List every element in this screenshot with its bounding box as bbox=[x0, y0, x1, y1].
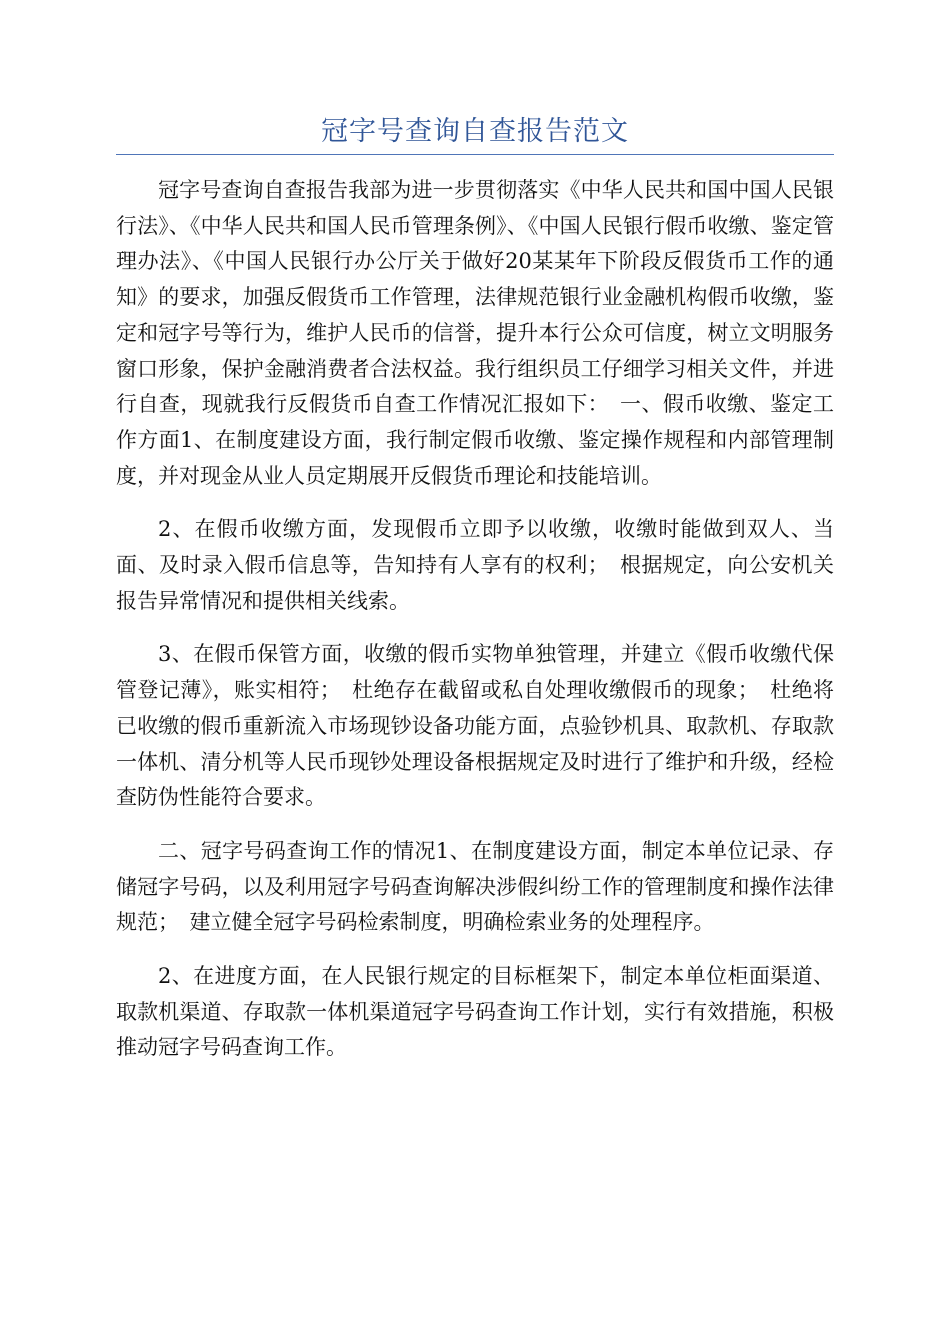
paragraph-4: 二、冠字号码查询工作的情况1、在制度建设方面，制定本单位记录、存储冠字号码，以及利用冠字号码查询解决涉假纠纷工作的管理制度和操作法律规范； 建立健全冠字号码检索制度，明确检索业务的处理程序。 bbox=[116, 838, 834, 935]
paragraph-5: 2、在进度方面，在人民银行规定的目标框架下，制定本单位柜面渠道、取款机渠道、存取款一体机渠道冠字号码查询工作计划，实行有效措施，积极推动冠字号码查询工作。 bbox=[116, 964, 834, 1060]
title-underline bbox=[116, 154, 834, 155]
document-title: 冠字号查询自查报告范文 bbox=[321, 116, 629, 147]
document-body bbox=[116, 173, 834, 1084]
paragraph-1: 冠字号查询自查报告我部为进一步贯彻落实《中华人民共和国中国人民银行法》、《中华人民共和国人民币管理条例》、《中国人民银行假币收缴、鉴定管理办法》、《中国人民银行办公厅关于做好20某某年下阶段反假货币工作的通知》的要求，加强反假货币工作管理，法律规范银行业金融机构假币收缴，鉴定和冠字号等行为，维护人民币的信誉，提升本行公众可信度，树立文明服务窗口形象，保护金融消费者合法权益。我行组织员工仔细学习相关文件，并进行自查，现就我行反假货币自查工作情况汇报如下： 一、假币收缴、鉴定工作方面1、在制度建设方面，我行制定假币收缴、鉴定操作规程和内部管理制度，并对现金从业人员定期展开反假货币理论和技能培训。 bbox=[116, 178, 834, 488]
paragraph-3: 3、在假币保管方面，收缴的假币实物单独管理，并建立《假币收缴代保管登记薄》，账实相符； 杜绝存在截留或私自处理收缴假币的现象； 杜绝将已收缴的假币重新流入市场现钞设备功能方面，点验钞机具、取款机、存取款一体机、清分机等人民币现钞处理设备根据规定及时进行了维护和升级，经检查防伪性能符合要求。 bbox=[116, 642, 834, 810]
paragraph-2: 2、在假币收缴方面，发现假币立即予以收缴，收缴时能做到双人、当面、及时录入假币信息等，告知持有人享有的权利； 根据规定，向公安机关报告异常情况和提供相关线索。 bbox=[116, 517, 834, 613]
